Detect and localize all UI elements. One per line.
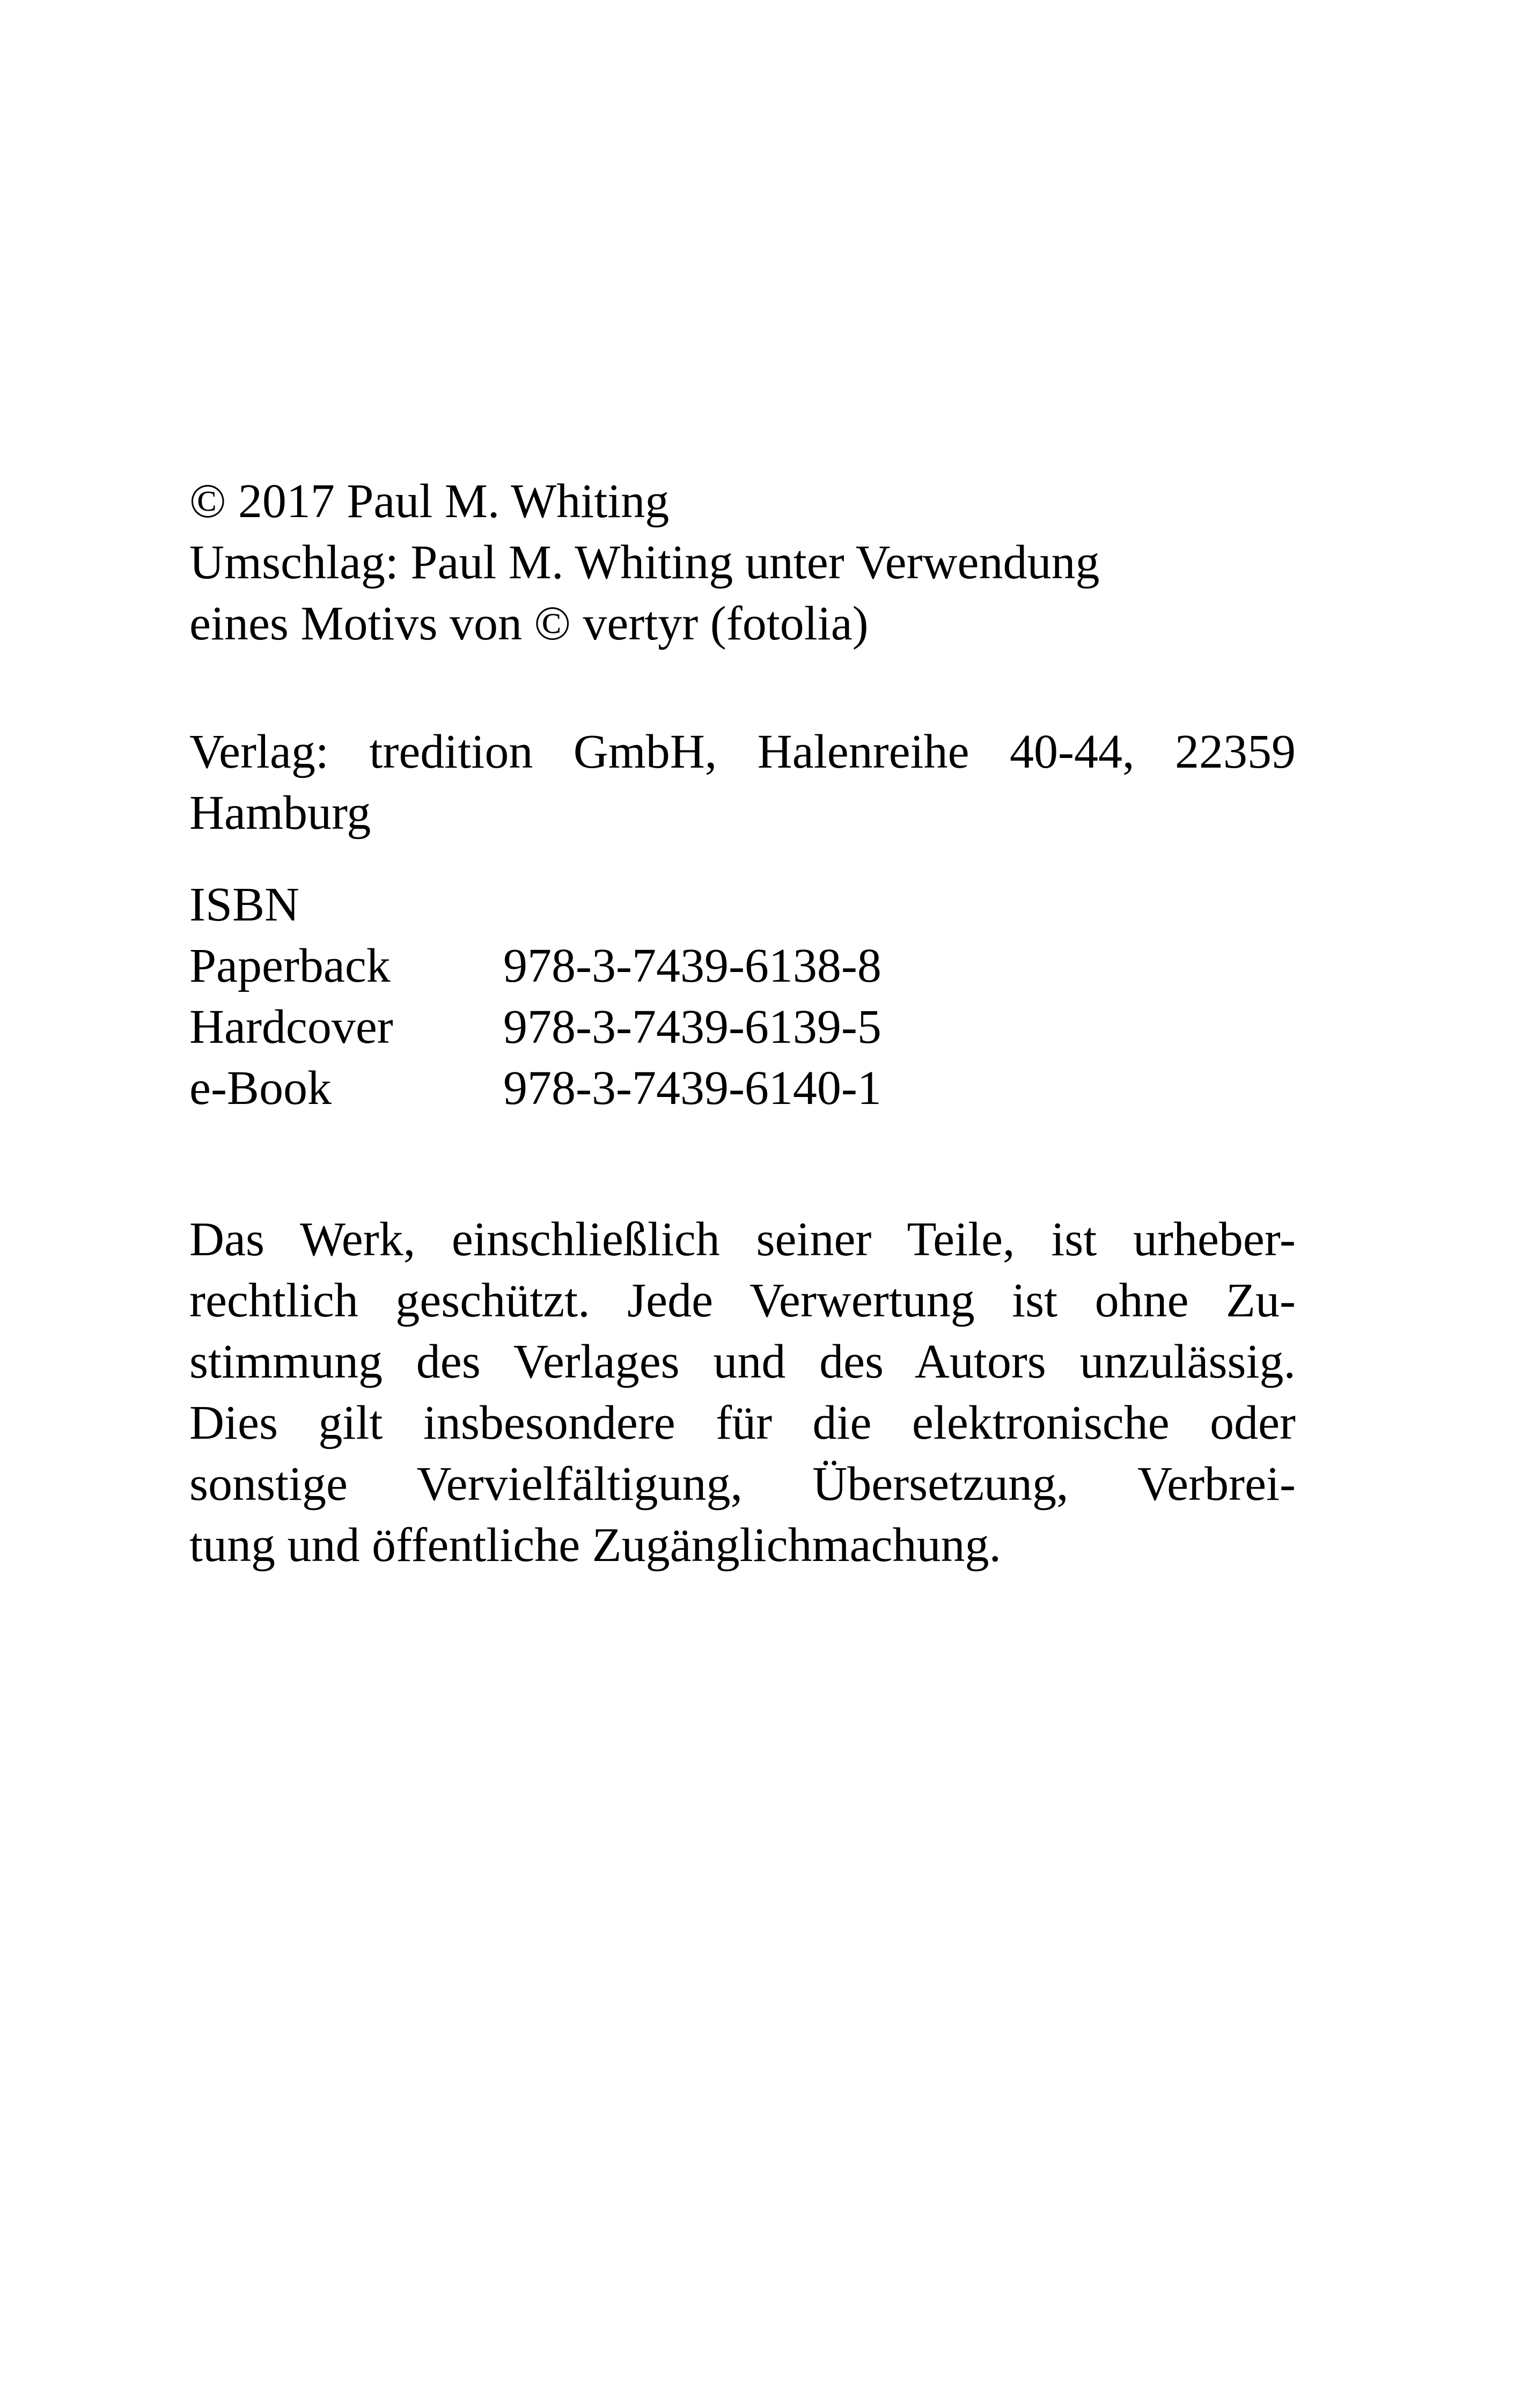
legal-line: stimmung des Verlages und des Autors unzulässig.: [189, 1335, 1296, 1388]
legal-line: tung und öffentliche Zugänglichmachung.: [189, 1519, 1001, 1572]
isbn-heading: ISBN: [189, 878, 300, 931]
legal-line: rechtlich geschützt. Jede Verwertung ist ohne Zu-: [189, 1274, 1296, 1327]
isbn-row-ebook: [189, 1058, 1296, 1119]
legal-line: Das Werk, einschließlich seiner Teile, ist urheber-: [189, 1213, 1296, 1266]
isbn-number: 978-3-7439-6139-5: [503, 1000, 881, 1054]
cover-credit-line: Umschlag: Paul M. Whiting unter Verwendung: [189, 536, 1100, 589]
isbn-number: 978-3-7439-6140-1: [503, 1062, 881, 1115]
isbn-format-label: e-Book: [189, 1062, 332, 1115]
publisher-block: [189, 721, 1296, 844]
isbn-block: [189, 874, 1296, 1119]
isbn-row-paperback: [189, 936, 1296, 997]
publisher-city-line: Hamburg: [189, 786, 371, 840]
legal-line: Dies gilt insbesondere für die elektronische oder: [189, 1396, 1296, 1449]
cover-motif-credit-line: eines Motivs von © vertyr (fotolia): [189, 597, 869, 650]
legal-notice: [189, 1209, 1296, 1576]
isbn-number: 978-3-7439-6138-8: [503, 939, 881, 992]
isbn-format-label: Paperback: [189, 939, 391, 992]
copyright-block: [189, 471, 1296, 654]
legal-line: sonstige Vervielfältigung, Übersetzung, Verbrei-: [189, 1457, 1296, 1511]
isbn-row-hardcover: [189, 997, 1296, 1058]
isbn-format-label: Hardcover: [189, 1000, 393, 1054]
copyright-line: © 2017 Paul M. Whiting: [189, 475, 670, 528]
publisher-address-line: Verlag: tredition GmbH, Halenreihe 40-44, 22359: [189, 725, 1296, 778]
